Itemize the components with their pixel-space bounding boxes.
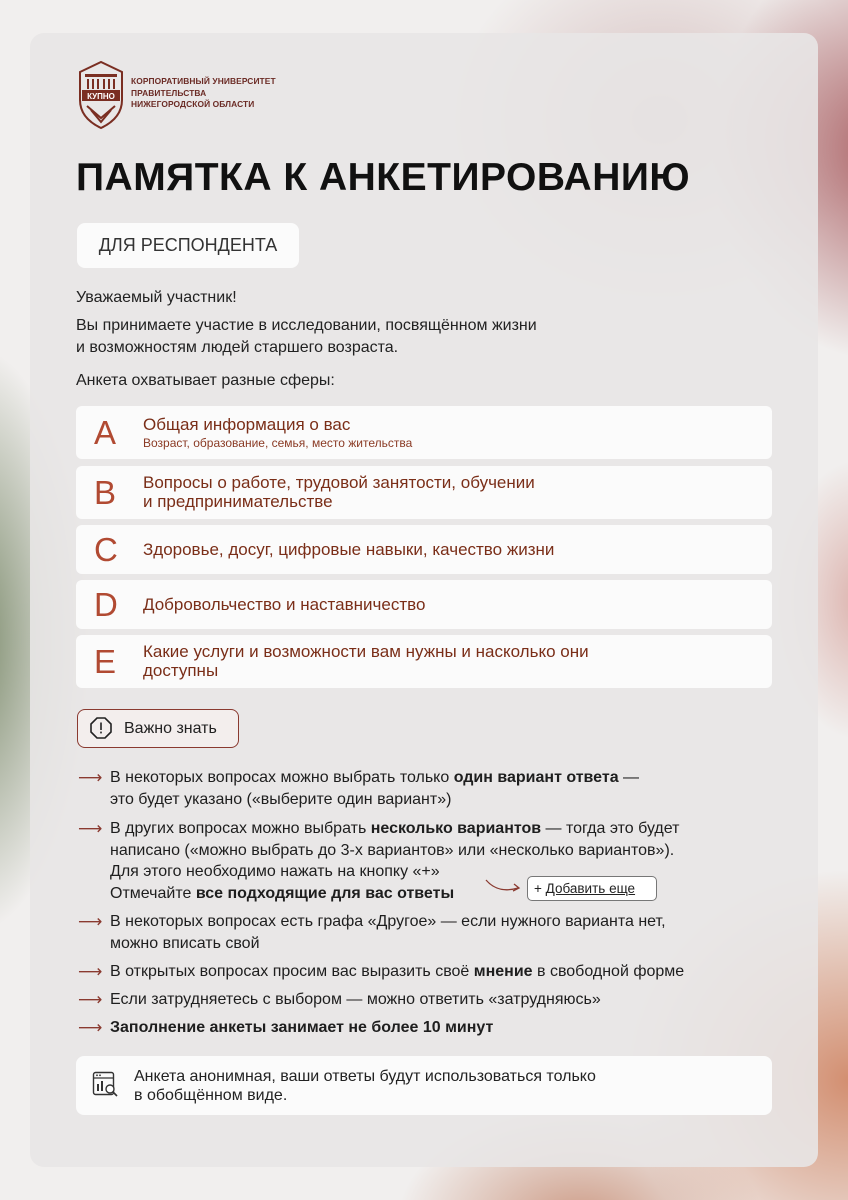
bullet-4-text: В открытых вопросах просим вас выразить своё [110,963,474,980]
section-e-line-1: Какие услуги и возможности вам нужны и насколько они [143,642,589,661]
arrow-right-icon: ⟶ [78,962,103,981]
section-letter-a: A [94,414,117,451]
bullet-2-line-3: Для этого необходимо нажать на кнопку «+» [110,863,440,880]
section-letter-c: C [94,531,118,568]
survey-analytics-icon [92,1071,118,1099]
bullet-2-line-2: написано («можно выбрать до 3-х вариантов» или «несколько вариантов»). [110,841,675,859]
section-letter-d: D [94,586,118,623]
greeting-text: Уважаемый участник! [76,289,237,306]
section-a-title: Общая информация о вас [143,415,351,434]
org-name [131,76,276,111]
org-line-3: НИЖЕГОРОДСКОЙ ОБЛАСТИ [131,99,255,109]
section-row-c [76,525,772,574]
bullet-2-line-4: Отмечайте [110,884,196,902]
bullet-3-line-1: В некоторых вопросах есть графа «Другое» — если нужного варианта нет, [110,913,666,930]
bullet-1-line-2: это будет указано («выберите один вариант») [110,790,452,808]
add-more-button[interactable] [527,876,657,901]
arrow-right-icon: ⟶ [78,768,103,787]
bullet-1-bold: один вариант ответа [453,769,619,786]
bullet-1-tail: — [618,769,640,786]
section-row-b [76,466,772,519]
arrow-right-icon: ⟶ [78,990,103,1009]
section-letter-b: B [94,474,117,511]
section-b-line-1: Вопросы о работе, трудовой занятости, обучении [143,473,535,492]
section-row-a [76,406,772,459]
bullet-2-text: В других вопросах можно выбрать [110,820,371,837]
arrow-right-icon: ⟶ [78,819,103,838]
bullet-5-text: Если затрудняетесь с выбором — можно ответить «затрудняюсь» [110,991,601,1008]
org-line-2: ПРАВИТЕЛЬСТВА [131,87,207,98]
spheres-text: Анкета охватывает разные сферы: [76,372,335,389]
section-c-title: Здоровье, досуг, цифровые навыки, качество жизни [143,540,555,559]
bullet-6-text: Заполнение анкеты занимает не более 10 минут [110,1019,494,1036]
section-row-e [76,635,772,688]
arrow-right-icon: ⟶ [78,912,103,931]
org-line-1: КОРПОРАТИВНЫЙ УНИВЕРСИТЕТ [131,76,276,86]
bullet-2-line-4-bold: все подходящие для вас ответы [195,884,455,902]
logo-text: КУПНО [87,92,115,101]
bullet-2-tail: — тогда это будет [541,820,680,837]
page-title: ПАМЯТКА К АНКЕТИРОВАНИЮ [76,156,691,199]
curved-arrow-icon [484,876,524,896]
bullet-4-tail: в свободной форме [532,963,685,980]
note-line-2: в обобщённом виде. [134,1087,288,1104]
section-letter-e: E [94,643,117,680]
arrow-right-icon: ⟶ [78,1018,103,1037]
respondent-badge: ДЛЯ РЕСПОНДЕНТА [77,223,299,268]
section-e-line-2: доступны [143,661,219,680]
bullet-4-bold: мнение [473,963,533,980]
important-label-text: Важно знать [124,720,217,737]
section-b-line-2: и предпринимательстве [143,492,333,511]
bullet-3-line-2: можно вписать свой [110,934,260,952]
bullet-2-bold: несколько вариантов [370,820,542,837]
intro-line-2: и возможностям людей старшего возраста. [76,339,399,356]
bullet-1-text: В некоторых вопросах можно выбрать только [110,769,454,786]
warning-octagon-icon [89,716,113,740]
intro-line-1: Вы принимаете участие в исследовании, посвящённом жизни [76,317,537,334]
important-label [77,709,239,748]
note-line-1: Анкета анонимная, ваши ответы будут использоваться только [134,1068,596,1085]
add-more-label: Добавить еще [545,881,636,896]
section-a-subtitle: Возраст, образование, семья, место жительства [143,436,413,450]
kupno-logo-icon [77,60,125,130]
anonymity-note [76,1056,772,1115]
section-d-title: Добровольчество и наставничество [143,595,426,614]
section-row-d [76,580,772,629]
plus-icon: + [534,881,542,896]
